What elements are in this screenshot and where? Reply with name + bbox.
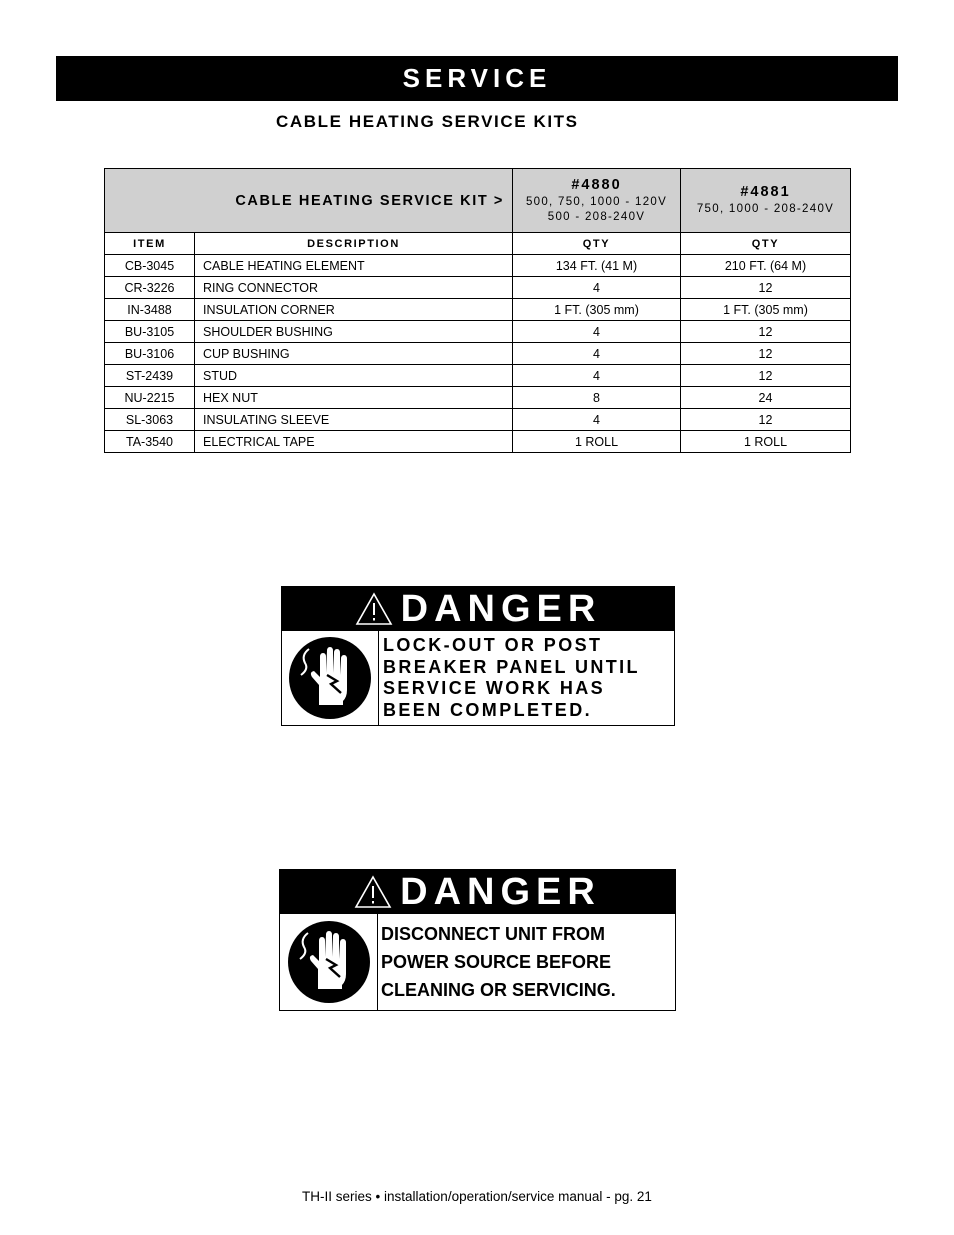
service-kit-table: [104, 168, 851, 453]
danger-line: BREAKER PANEL UNTIL: [383, 656, 640, 677]
item-qty: 12: [681, 365, 851, 387]
item-qty: 12: [681, 277, 851, 299]
danger-header: [282, 587, 674, 631]
table-row: [105, 387, 851, 409]
item-description: CUP BUSHING: [195, 343, 513, 365]
table-row: [105, 431, 851, 453]
danger-disconnect-warning: [279, 869, 676, 1011]
item-code: ST-2439: [105, 365, 195, 387]
danger-body: [282, 631, 674, 725]
electric-shock-hand-icon: [286, 919, 372, 1005]
item-qty: 4: [513, 409, 681, 431]
kit-header-row: [105, 169, 851, 233]
column-header-qty: QTY: [681, 233, 851, 255]
item-description: HEX NUT: [195, 387, 513, 409]
item-description: SHOULDER BUSHING: [195, 321, 513, 343]
danger-header: [280, 870, 675, 914]
danger-line: CLEANING OR SERVICING.: [381, 980, 616, 1000]
danger-line: SERVICE WORK HAS: [383, 678, 606, 698]
electric-shock-hand-icon: [287, 635, 373, 721]
danger-line: POWER SOURCE BEFORE: [381, 952, 612, 972]
kit-number: #4880: [571, 176, 622, 193]
section-title: SERVICE: [402, 63, 552, 93]
item-code: BU-3106: [105, 343, 195, 365]
danger-line: BEEN COMPLETED.: [383, 699, 593, 720]
page-footer: TH-II series • installation/operation/service manual - pg. 21: [302, 1189, 652, 1204]
item-code: CR-3226: [105, 277, 195, 299]
item-qty: 8: [513, 387, 681, 409]
section-header: [56, 56, 898, 101]
danger-word: DANGER: [400, 587, 602, 630]
kit-number: #4881: [740, 184, 791, 200]
item-qty: 134 FT. (41 M): [513, 255, 681, 277]
kit-models: 750, 1000 - 208-240V: [696, 203, 835, 215]
page-subtitle: CABLE HEATING SERVICE KITS: [276, 112, 579, 131]
kit-4881-header: [681, 169, 851, 233]
table-row: [105, 255, 851, 277]
warning-triangle-icon: [355, 592, 393, 626]
icon-cell: [280, 914, 378, 1010]
item-description: INSULATION CORNER: [195, 299, 513, 321]
danger-lockout-warning: [281, 586, 675, 726]
kit-models: 500 - 208-240V: [547, 210, 646, 223]
item-description: ELECTRICAL TAPE: [195, 431, 513, 453]
item-qty: 1 FT. (305 mm): [681, 299, 851, 321]
table-row: [105, 409, 851, 431]
item-code: CB-3045: [105, 255, 195, 277]
column-header-qty: QTY: [513, 233, 681, 255]
item-description: RING CONNECTOR: [195, 277, 513, 299]
table-row: [105, 365, 851, 387]
item-code: SL-3063: [105, 409, 195, 431]
item-code: BU-3105: [105, 321, 195, 343]
kit-models: 500, 750, 1000 - 120V: [525, 195, 668, 208]
table-row: [105, 277, 851, 299]
item-code: NU-2215: [105, 387, 195, 409]
item-qty: 210 FT. (64 M): [681, 255, 851, 277]
danger-body: [280, 914, 675, 1010]
item-qty: 1 ROLL: [513, 431, 681, 453]
danger-line: LOCK-OUT OR POST: [383, 635, 603, 655]
danger-word: DANGER: [400, 870, 601, 913]
item-qty: 1 FT. (305 mm): [513, 299, 681, 321]
warning-triangle-icon: [354, 875, 392, 909]
item-qty: 24: [681, 387, 851, 409]
column-header-row: [105, 233, 851, 255]
item-qty: 12: [681, 343, 851, 365]
danger-line: DISCONNECT UNIT FROM: [381, 924, 605, 944]
item-qty: 4: [513, 343, 681, 365]
item-code: IN-3488: [105, 299, 195, 321]
item-qty: 4: [513, 365, 681, 387]
column-header-item: ITEM: [105, 233, 195, 255]
table-row: [105, 321, 851, 343]
item-qty: 1 ROLL: [681, 431, 851, 453]
danger-message: [379, 631, 640, 725]
column-header-description: DESCRIPTION: [195, 233, 513, 255]
kit-4880-header: [513, 169, 681, 233]
item-code: TA-3540: [105, 431, 195, 453]
icon-cell: [282, 631, 379, 725]
item-description: STUD: [195, 365, 513, 387]
table-row: [105, 343, 851, 365]
item-qty: 12: [681, 321, 851, 343]
danger-message: [378, 914, 616, 1010]
table-row: [105, 299, 851, 321]
item-qty: 12: [681, 409, 851, 431]
kit-label: CABLE HEATING SERVICE KIT >: [105, 169, 513, 233]
item-qty: 4: [513, 277, 681, 299]
item-description: CABLE HEATING ELEMENT: [195, 255, 513, 277]
item-description: INSULATING SLEEVE: [195, 409, 513, 431]
item-qty: 4: [513, 321, 681, 343]
